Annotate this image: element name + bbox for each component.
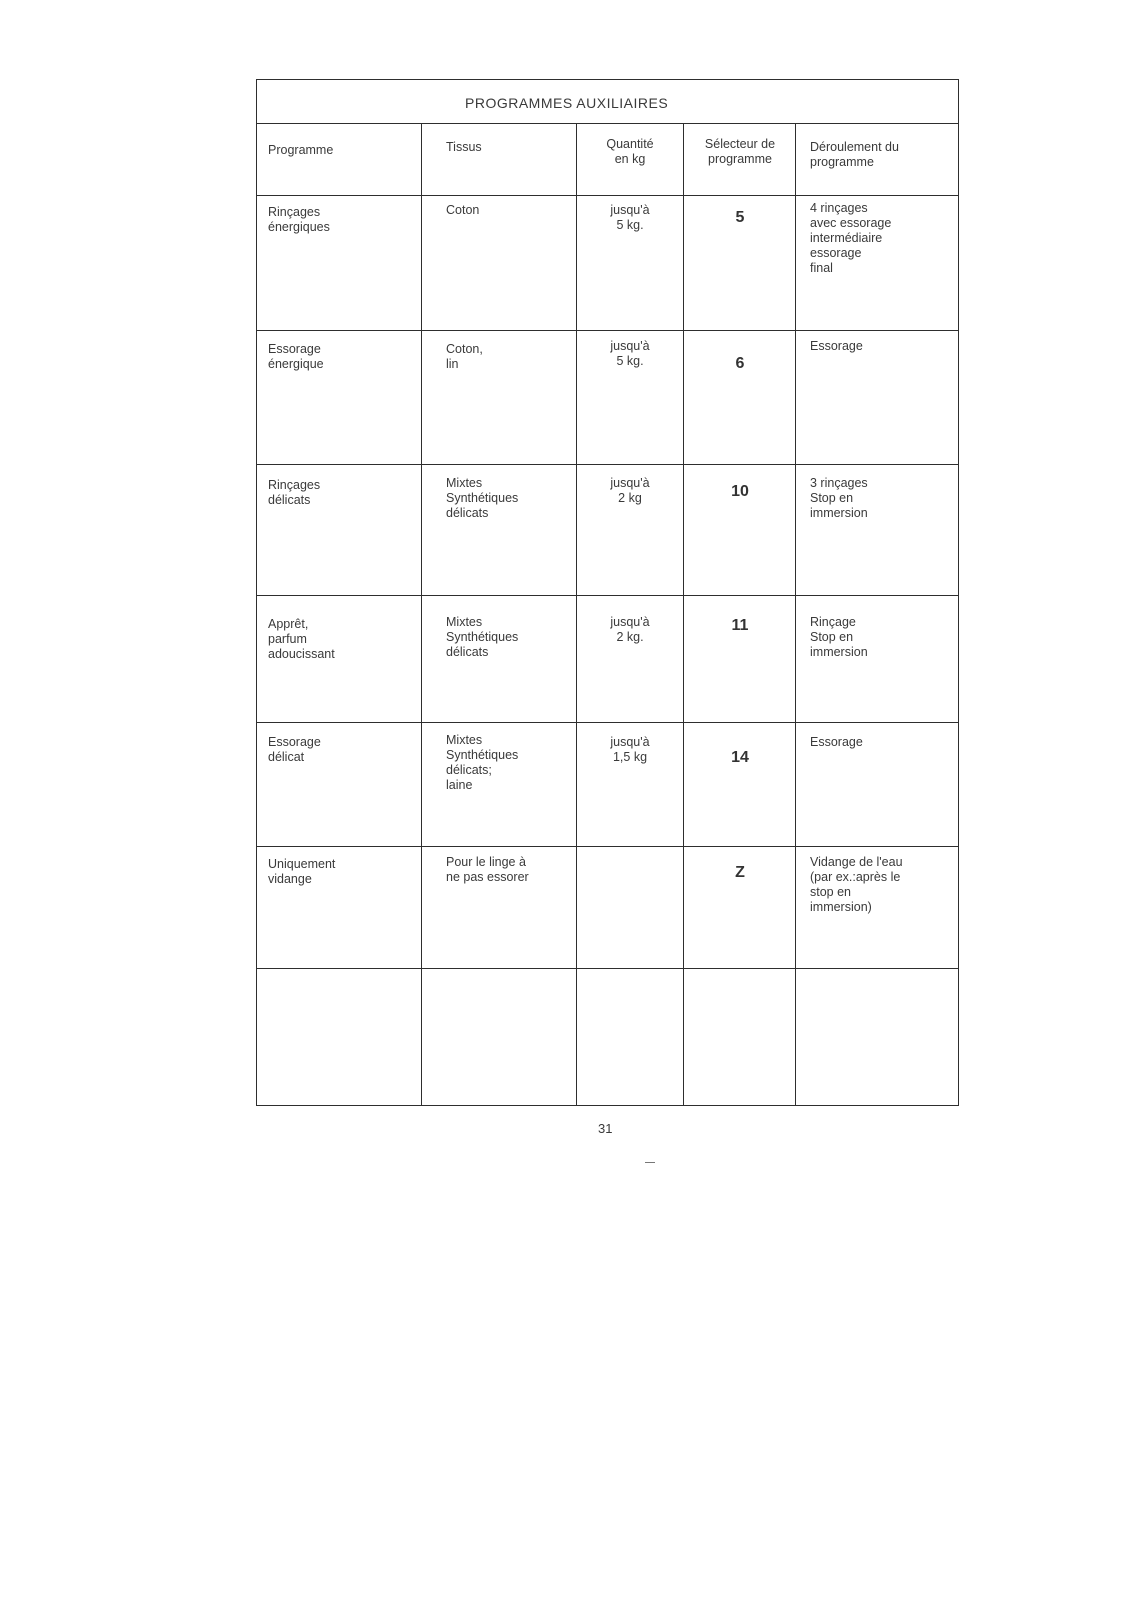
row5-selecteur: 14 [731,749,749,766]
row3-selecteur: 10 [731,483,749,500]
table-title: PROGRAMMES AUXILIAIRES [465,95,669,111]
column-divider [421,124,422,1105]
column-divider [576,124,577,1105]
header-selecteur: Sélecteur de programme [704,137,776,166]
row-divider [257,330,958,331]
row-divider [257,968,958,969]
row6-deroulement: Vidange de l'eau (par ex.:après le stop en immersion) [810,855,903,914]
row3-tissus: Mixtes Synthétiques délicats [446,476,519,520]
header-tissus: Tissus [446,140,482,154]
header-quantite: Quantité en kg [606,137,654,166]
decorative-dash [645,1162,655,1163]
row2-deroulement: Essorage [810,339,863,353]
page-number: 31 [598,1121,613,1136]
row4-quantite: jusqu'à 2 kg. [610,615,650,644]
row5-programme: Essorage délicat [268,735,321,764]
row1-quantite: jusqu'à 5 kg. [610,203,650,232]
row3-quantite: jusqu'à 2 kg [610,476,650,505]
row6-programme: Uniquement vidange [268,857,336,886]
row4-selecteur: 11 [731,617,749,634]
column-divider [795,124,796,1105]
row3-programme: Rinçages délicats [268,478,321,507]
column-divider [683,124,684,1105]
row4-deroulement: Rinçage Stop en immersion [810,615,868,659]
table-title-row [257,80,958,124]
row1-selecteur: 5 [735,209,745,226]
row-divider [257,722,958,723]
row3-deroulement: 3 rinçages Stop en immersion [810,476,868,520]
row5-quantite: jusqu'à 1,5 kg [610,735,650,764]
row2-programme: Essorage énergique [268,342,324,371]
header-programme: Programme [268,143,334,157]
row6-tissus: Pour le linge à ne pas essorer [446,855,529,884]
row5-deroulement: Essorage [810,735,863,749]
row2-quantite: jusqu'à 5 kg. [610,339,650,368]
programmes-table [256,79,959,1106]
row1-deroulement: 4 rinçages avec essorage intermédiaire essorage final [810,201,892,275]
header-deroulement: Déroulement du programme [810,140,899,169]
row-divider [257,464,958,465]
row4-programme: Apprêt, parfum adoucissant [268,617,335,661]
row-divider [257,595,958,596]
row1-programme: Rinçages énergiques [268,205,330,234]
row2-selecteur: 6 [735,355,745,372]
row4-tissus: Mixtes Synthétiques délicats [446,615,519,659]
row5-tissus: Mixtes Synthétiques délicats; laine [446,733,519,792]
row6-selecteur: Z [735,864,745,881]
row1-tissus: Coton [446,203,480,217]
row-divider [257,195,958,196]
row-divider [257,846,958,847]
row2-tissus: Coton, lin [446,342,483,371]
